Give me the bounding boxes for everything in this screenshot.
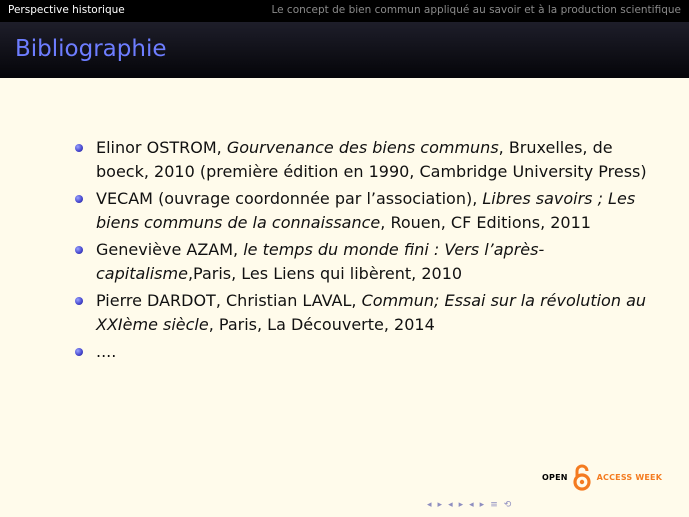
nav-search-icon[interactable]: ⟲: [503, 500, 512, 510]
list-item: [96, 136, 656, 184]
nav-section-prev-icon[interactable]: ◂: [469, 500, 474, 510]
open-lock-icon: [571, 463, 593, 491]
bullet-icon: [75, 297, 83, 305]
reference-author: Pierre DARDOT, Christian LAVAL,: [96, 291, 362, 310]
list-item: [96, 289, 656, 337]
bullet-icon: [75, 348, 83, 356]
bibliography-list: [96, 136, 656, 367]
logo-access-week-text: ACCESS WEEK: [596, 472, 663, 482]
reference-title: le temps du monde fini : Vers l’après-capitalisme: [96, 240, 545, 283]
reference-title: Libres savoirs ; Les biens communs de la connaissance: [96, 189, 636, 232]
reference-details: ,Paris, Les Liens qui libèrent, 2010: [187, 264, 463, 283]
nav-frame-next-icon[interactable]: ▸: [437, 500, 443, 510]
logo-open-text: OPEN: [542, 472, 568, 482]
open-access-week-logo: [542, 463, 676, 491]
bullet-icon: [75, 246, 83, 254]
reference-author: VECAM (ouvrage coordonnée par l’association),: [96, 189, 483, 208]
reference-title: Commun; Essai sur la révolution au XXIème siècle: [96, 291, 647, 334]
list-item: [96, 340, 656, 364]
page-title: Bibliographie: [15, 36, 167, 62]
frame-title-bar: [0, 22, 689, 78]
reference-details: , Bruxelles, de boeck, 2010 (première édition en 1990, Cambridge University Press): [96, 138, 647, 181]
reference-details: , Rouen, CF Editions, 2011: [380, 213, 591, 232]
reference-author: ....: [96, 342, 117, 361]
reference-author: Geneviève AZAM,: [96, 240, 244, 259]
reference-details: , Paris, La Découverte, 2014: [208, 315, 435, 334]
bullet-icon: [75, 144, 83, 152]
reference-title: Gourvenance des biens communs: [226, 138, 499, 157]
nav-section-next-icon[interactable]: ▸: [479, 500, 485, 510]
section-link[interactable]: Perspective historique: [8, 4, 125, 16]
nav-subsection-prev-icon[interactable]: ◂: [448, 500, 453, 510]
bullet-icon: [75, 195, 83, 203]
list-item: [96, 187, 656, 235]
nav-subsection-next-icon[interactable]: ▸: [458, 500, 464, 510]
list-item: [96, 238, 656, 286]
headline-bar: [0, 0, 689, 22]
subsection-link[interactable]: Le concept de bien commun appliqué au savoir et à la production scientifique: [271, 4, 681, 16]
beamer-navigation: [427, 498, 689, 512]
nav-align-icon[interactable]: ≡: [490, 500, 498, 510]
reference-author: Elinor OSTROM,: [96, 138, 227, 157]
nav-frame-prev-icon[interactable]: ◂: [427, 500, 432, 510]
